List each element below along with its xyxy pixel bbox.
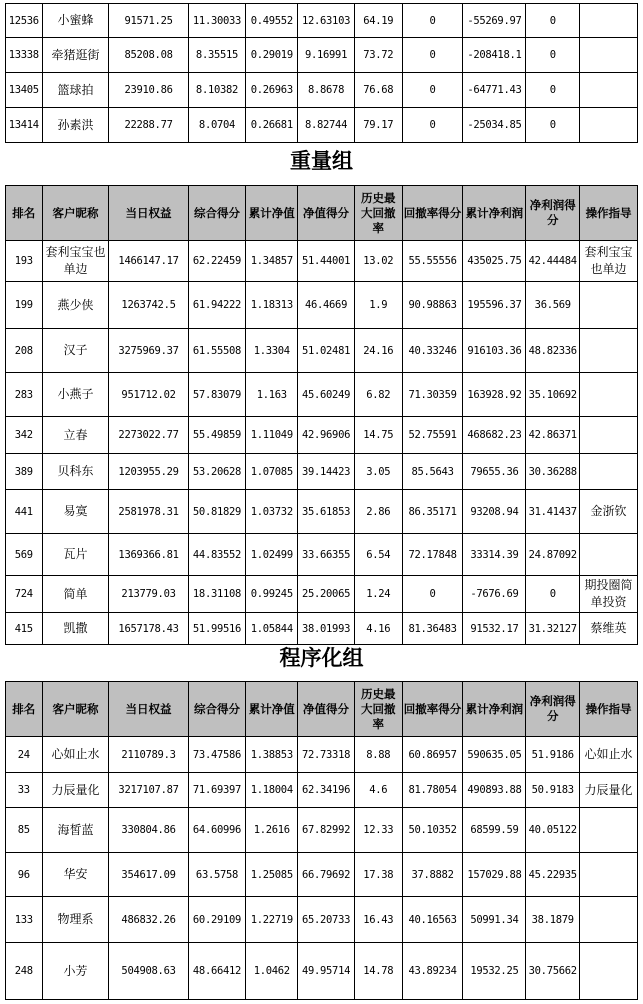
- heavy-group-title: 重量组: [290, 148, 353, 173]
- cell-score: 60.29109: [188, 897, 246, 943]
- cell-rank: 24: [6, 737, 43, 773]
- cell-equity: 3275969.37: [109, 329, 188, 373]
- cell-profit-score: 0: [526, 38, 580, 73]
- cell-drawdown-score: 40.33246: [402, 329, 463, 373]
- cell-profit-score: 48.82336: [526, 329, 580, 373]
- table-row: [6, 897, 638, 943]
- cell-score: 8.0704: [188, 108, 246, 143]
- cell-guidance: [580, 897, 638, 943]
- cell-net-profit: -55269.97: [463, 4, 526, 38]
- cell-score: 48.66412: [188, 943, 246, 1000]
- table-row: [6, 4, 638, 38]
- cell-max-drawdown: 6.54: [354, 534, 402, 576]
- cell-max-drawdown: 14.78: [354, 943, 402, 1000]
- cell-nickname: 易寞: [42, 490, 109, 534]
- cell-guidance: 套利宝宝也单边: [580, 241, 638, 282]
- cell-max-drawdown: 3.05: [354, 454, 402, 490]
- cell-max-drawdown: 1.24: [354, 576, 402, 613]
- table-row: [6, 454, 638, 490]
- table-row: [6, 329, 638, 373]
- cell-profit-score: 0: [526, 73, 580, 108]
- cell-nickname: 凯撒: [42, 613, 109, 645]
- header-drawdown-score: 回撤率得分: [402, 186, 463, 241]
- cell-guidance: [580, 417, 638, 454]
- cell-equity: 330804.86: [109, 808, 188, 853]
- cell-nickname: 华安: [42, 853, 109, 897]
- cell-drawdown-score: 0: [402, 4, 463, 38]
- cell-guidance: [580, 38, 638, 73]
- cell-drawdown-score: 60.86957: [402, 737, 463, 773]
- cell-score: 11.30033: [188, 4, 246, 38]
- cell-net-profit: 490893.88: [463, 773, 526, 808]
- cell-nickname: 海皙蓝: [42, 808, 109, 853]
- cell-guidance: [580, 943, 638, 1000]
- cell-nickname: 篮球拍: [42, 73, 109, 108]
- header-profit-score: 净利润得分: [526, 186, 580, 241]
- cell-nav: 1.38853: [246, 737, 298, 773]
- cell-nav: 1.0462: [246, 943, 298, 1000]
- cell-equity: 1263742.5: [109, 282, 188, 329]
- cell-drawdown-score: 90.98863: [402, 282, 463, 329]
- cell-max-drawdown: 8.88: [354, 737, 402, 773]
- cell-equity: 3217107.87: [109, 773, 188, 808]
- cell-guidance: [580, 534, 638, 576]
- cell-rank: 85: [6, 808, 43, 853]
- cell-profit-score: 0: [526, 4, 580, 38]
- cell-rank: 208: [6, 329, 43, 373]
- cell-drawdown-score: 40.16563: [402, 897, 463, 943]
- header-guidance: 操作指导: [580, 186, 638, 241]
- cell-rank: 193: [6, 241, 43, 282]
- header-rank: 排名: [6, 186, 43, 241]
- cell-drawdown-score: 37.8882: [402, 853, 463, 897]
- program-group-table: [5, 681, 638, 1000]
- cell-net-profit: 68599.59: [463, 808, 526, 853]
- cell-score: 8.35515: [188, 38, 246, 73]
- cell-equity: 1203955.29: [109, 454, 188, 490]
- table-row: [6, 241, 638, 282]
- header-net-profit: 累计净利润: [463, 682, 526, 737]
- cell-nav-score: 51.02481: [298, 329, 355, 373]
- cell-drawdown-score: 0: [402, 576, 463, 613]
- cell-equity: 213779.03: [109, 576, 188, 613]
- header-equity: 当日权益: [109, 186, 188, 241]
- table-row: [6, 490, 638, 534]
- header-guidance: 操作指导: [580, 682, 638, 737]
- cell-rank: 96: [6, 853, 43, 897]
- cell-net-profit: 195596.37: [463, 282, 526, 329]
- cell-equity: 951712.02: [109, 373, 188, 417]
- cell-max-drawdown: 6.82: [354, 373, 402, 417]
- cell-profit-score: 36.569: [526, 282, 580, 329]
- cell-drawdown-score: 72.17848: [402, 534, 463, 576]
- cell-equity: 85208.08: [109, 38, 188, 73]
- table-row: [6, 38, 638, 73]
- header-row: [6, 186, 638, 241]
- cell-nav-score: 35.61853: [298, 490, 355, 534]
- cell-nav-score: 45.60249: [298, 373, 355, 417]
- table-row: [6, 773, 638, 808]
- cell-nav-score: 46.4669: [298, 282, 355, 329]
- cell-nickname: 汉子: [42, 329, 109, 373]
- cell-guidance: 蔡维英: [580, 613, 638, 645]
- cell-nav: 1.22719: [246, 897, 298, 943]
- cell-nickname: 牵猪逛街: [42, 38, 109, 73]
- cell-score: 71.69397: [188, 773, 246, 808]
- cell-equity: 1369366.81: [109, 534, 188, 576]
- cell-score: 62.22459: [188, 241, 246, 282]
- cell-net-profit: 157029.88: [463, 853, 526, 897]
- cell-drawdown-score: 81.78054: [402, 773, 463, 808]
- cell-profit-score: 0: [526, 576, 580, 613]
- cell-max-drawdown: 13.02: [354, 241, 402, 282]
- cell-nav-score: 65.20733: [298, 897, 355, 943]
- cell-profit-score: 38.1879: [526, 897, 580, 943]
- cell-profit-score: 42.44484: [526, 241, 580, 282]
- cell-profit-score: 0: [526, 108, 580, 143]
- table-row: [6, 737, 638, 773]
- cell-nickname: 小蜜蜂: [42, 4, 109, 38]
- cell-nickname: 孙素洪: [42, 108, 109, 143]
- cell-rank: 389: [6, 454, 43, 490]
- cell-max-drawdown: 16.43: [354, 897, 402, 943]
- cell-equity: 2273022.77: [109, 417, 188, 454]
- cell-net-profit: -64771.43: [463, 73, 526, 108]
- cell-net-profit: -25034.85: [463, 108, 526, 143]
- cell-max-drawdown: 24.16: [354, 329, 402, 373]
- heavy-group-table: [5, 185, 638, 645]
- cell-nav-score: 25.20065: [298, 576, 355, 613]
- cell-rank: 33: [6, 773, 43, 808]
- cell-nav-score: 9.16991: [298, 38, 355, 73]
- cell-nav: 1.3304: [246, 329, 298, 373]
- cell-profit-score: 30.75662: [526, 943, 580, 1000]
- cell-score: 73.47586: [188, 737, 246, 773]
- cell-nickname: 力辰量化: [42, 773, 109, 808]
- cell-nav: 1.18004: [246, 773, 298, 808]
- cell-nickname: 小燕子: [42, 373, 109, 417]
- cell-score: 51.99516: [188, 613, 246, 645]
- cell-nickname: 心如止水: [42, 737, 109, 773]
- cell-nav: 0.99245: [246, 576, 298, 613]
- cell-nav: 1.03732: [246, 490, 298, 534]
- cell-max-drawdown: 73.72: [354, 38, 402, 73]
- cell-profit-score: 51.9186: [526, 737, 580, 773]
- cell-guidance: 金浙钦: [580, 490, 638, 534]
- cell-max-drawdown: 4.6: [354, 773, 402, 808]
- cell-equity: 22288.77: [109, 108, 188, 143]
- cell-score: 44.83552: [188, 534, 246, 576]
- cell-nav: 1.2616: [246, 808, 298, 853]
- cell-profit-score: 45.22935: [526, 853, 580, 897]
- cell-drawdown-score: 0: [402, 108, 463, 143]
- cell-guidance: [580, 108, 638, 143]
- table-row: [6, 282, 638, 329]
- cell-drawdown-score: 43.89234: [402, 943, 463, 1000]
- header-score: 综合得分: [188, 186, 246, 241]
- cell-drawdown-score: 0: [402, 73, 463, 108]
- table-row: [6, 943, 638, 1000]
- cell-guidance: 期投圈简单投资: [580, 576, 638, 613]
- cell-max-drawdown: 17.38: [354, 853, 402, 897]
- cell-nav: 1.02499: [246, 534, 298, 576]
- header-drawdown-score: 回撤率得分: [402, 682, 463, 737]
- cell-net-profit: 19532.25: [463, 943, 526, 1000]
- cell-guidance: [580, 73, 638, 108]
- cell-nav: 1.11049: [246, 417, 298, 454]
- cell-score: 18.31108: [188, 576, 246, 613]
- cell-nav: 1.05844: [246, 613, 298, 645]
- cell-nickname: 简单: [42, 576, 109, 613]
- cell-score: 63.5758: [188, 853, 246, 897]
- cell-drawdown-score: 50.10352: [402, 808, 463, 853]
- cell-rank: 13414: [6, 108, 43, 143]
- cell-nav: 1.34857: [246, 241, 298, 282]
- cell-net-profit: 163928.92: [463, 373, 526, 417]
- cell-rank: 342: [6, 417, 43, 454]
- cell-nav-score: 38.01993: [298, 613, 355, 645]
- cell-net-profit: 590635.05: [463, 737, 526, 773]
- cell-equity: 354617.09: [109, 853, 188, 897]
- cell-nav-score: 66.79692: [298, 853, 355, 897]
- cell-equity: 486832.26: [109, 897, 188, 943]
- header-nav-score: 净值得分: [298, 186, 355, 241]
- cell-max-drawdown: 1.9: [354, 282, 402, 329]
- header-nav-score: 净值得分: [298, 682, 355, 737]
- cell-max-drawdown: 4.16: [354, 613, 402, 645]
- cell-profit-score: 31.32127: [526, 613, 580, 645]
- cell-nickname: 小芳: [42, 943, 109, 1000]
- cell-max-drawdown: 76.68: [354, 73, 402, 108]
- header-score: 综合得分: [188, 682, 246, 737]
- cell-rank: 415: [6, 613, 43, 645]
- cell-profit-score: 35.10692: [526, 373, 580, 417]
- cell-equity: 2581978.31: [109, 490, 188, 534]
- cell-guidance: [580, 329, 638, 373]
- cell-nav-score: 62.34196: [298, 773, 355, 808]
- header-net-profit: 累计净利润: [463, 186, 526, 241]
- cell-rank: 441: [6, 490, 43, 534]
- header-nickname: 客户昵称: [42, 682, 109, 737]
- header-nav: 累计净值: [246, 186, 298, 241]
- cell-nav: 0.49552: [246, 4, 298, 38]
- cell-net-profit: 91532.17: [463, 613, 526, 645]
- cell-max-drawdown: 12.33: [354, 808, 402, 853]
- cell-profit-score: 40.05122: [526, 808, 580, 853]
- cell-rank: 13405: [6, 73, 43, 108]
- cell-nav-score: 12.63103: [298, 4, 355, 38]
- cell-equity: 1466147.17: [109, 241, 188, 282]
- cell-net-profit: 33314.39: [463, 534, 526, 576]
- header-profit-score: 净利润得分: [526, 682, 580, 737]
- cell-nickname: 瓦片: [42, 534, 109, 576]
- cell-nav: 0.26681: [246, 108, 298, 143]
- cell-drawdown-score: 52.75591: [402, 417, 463, 454]
- cell-max-drawdown: 2.86: [354, 490, 402, 534]
- cell-nickname: 立春: [42, 417, 109, 454]
- cell-equity: 2110789.3: [109, 737, 188, 773]
- cell-equity: 504908.63: [109, 943, 188, 1000]
- cell-score: 50.81829: [188, 490, 246, 534]
- header-nickname: 客户昵称: [42, 186, 109, 241]
- cell-rank: 199: [6, 282, 43, 329]
- cell-equity: 91571.25: [109, 4, 188, 38]
- cell-guidance: [580, 808, 638, 853]
- table-row: [6, 808, 638, 853]
- cell-guidance: 力辰量化: [580, 773, 638, 808]
- header-equity: 当日权益: [109, 682, 188, 737]
- cell-profit-score: 24.87092: [526, 534, 580, 576]
- cell-max-drawdown: 79.17: [354, 108, 402, 143]
- cell-net-profit: -7676.69: [463, 576, 526, 613]
- cell-rank: 248: [6, 943, 43, 1000]
- table-row: [6, 613, 638, 645]
- cell-nav: 0.29019: [246, 38, 298, 73]
- table-row: [6, 373, 638, 417]
- cell-rank: 569: [6, 534, 43, 576]
- cell-guidance: [580, 282, 638, 329]
- header-max-drawdown: 历史最大回撤率: [354, 186, 402, 241]
- cell-nav-score: 42.96906: [298, 417, 355, 454]
- cell-profit-score: 42.86371: [526, 417, 580, 454]
- cell-rank: 12536: [6, 4, 43, 38]
- table-row: [6, 417, 638, 454]
- cell-score: 55.49859: [188, 417, 246, 454]
- cell-net-profit: 916103.36: [463, 329, 526, 373]
- cell-score: 57.83079: [188, 373, 246, 417]
- cell-guidance: 心如止水: [580, 737, 638, 773]
- header-row: [6, 682, 638, 737]
- cell-nickname: 套利宝宝也单边: [42, 241, 109, 282]
- cell-rank: 133: [6, 897, 43, 943]
- cell-net-profit: 468682.23: [463, 417, 526, 454]
- cell-score: 8.10382: [188, 73, 246, 108]
- cell-nav-score: 33.66355: [298, 534, 355, 576]
- cell-max-drawdown: 14.75: [354, 417, 402, 454]
- cell-nav-score: 49.95714: [298, 943, 355, 1000]
- cell-nickname: 物理系: [42, 897, 109, 943]
- cell-drawdown-score: 85.5643: [402, 454, 463, 490]
- cell-profit-score: 50.9183: [526, 773, 580, 808]
- cell-score: 61.55508: [188, 329, 246, 373]
- header-max-drawdown: 历史最大回撤率: [354, 682, 402, 737]
- cell-rank: 283: [6, 373, 43, 417]
- top-results-table: [5, 3, 638, 143]
- cell-net-profit: 50991.34: [463, 897, 526, 943]
- cell-drawdown-score: 71.30359: [402, 373, 463, 417]
- cell-score: 53.20628: [188, 454, 246, 490]
- table-row: [6, 534, 638, 576]
- cell-nickname: 贝科东: [42, 454, 109, 490]
- header-rank: 排名: [6, 682, 43, 737]
- cell-profit-score: 31.41437: [526, 490, 580, 534]
- cell-nav-score: 51.44001: [298, 241, 355, 282]
- cell-equity: 1657178.43: [109, 613, 188, 645]
- cell-nav: 1.18313: [246, 282, 298, 329]
- cell-drawdown-score: 81.36483: [402, 613, 463, 645]
- cell-score: 61.94222: [188, 282, 246, 329]
- cell-nav-score: 72.73318: [298, 737, 355, 773]
- cell-drawdown-score: 0: [402, 38, 463, 73]
- cell-nickname: 燕少侠: [42, 282, 109, 329]
- cell-guidance: [580, 853, 638, 897]
- program-group-title: 程序化组: [279, 645, 364, 670]
- cell-nav-score: 8.8678: [298, 73, 355, 108]
- table-row: [6, 853, 638, 897]
- cell-nav-score: 8.82744: [298, 108, 355, 143]
- cell-net-profit: 435025.75: [463, 241, 526, 282]
- cell-nav-score: 39.14423: [298, 454, 355, 490]
- cell-nav: 1.25085: [246, 853, 298, 897]
- cell-nav: 1.07085: [246, 454, 298, 490]
- cell-net-profit: 93208.94: [463, 490, 526, 534]
- table-row: [6, 108, 638, 143]
- cell-equity: 23910.86: [109, 73, 188, 108]
- table-row: [6, 576, 638, 613]
- cell-net-profit: 79655.36: [463, 454, 526, 490]
- cell-drawdown-score: 86.35171: [402, 490, 463, 534]
- cell-score: 64.60996: [188, 808, 246, 853]
- cell-nav: 1.163: [246, 373, 298, 417]
- cell-nav-score: 67.82992: [298, 808, 355, 853]
- cell-net-profit: -208418.1: [463, 38, 526, 73]
- cell-rank: 724: [6, 576, 43, 613]
- cell-guidance: [580, 454, 638, 490]
- cell-rank: 13338: [6, 38, 43, 73]
- cell-guidance: [580, 4, 638, 38]
- cell-max-drawdown: 64.19: [354, 4, 402, 38]
- cell-profit-score: 30.36288: [526, 454, 580, 490]
- table-row: [6, 73, 638, 108]
- cell-drawdown-score: 55.55556: [402, 241, 463, 282]
- cell-nav: 0.26963: [246, 73, 298, 108]
- cell-guidance: [580, 373, 638, 417]
- header-nav: 累计净值: [246, 682, 298, 737]
